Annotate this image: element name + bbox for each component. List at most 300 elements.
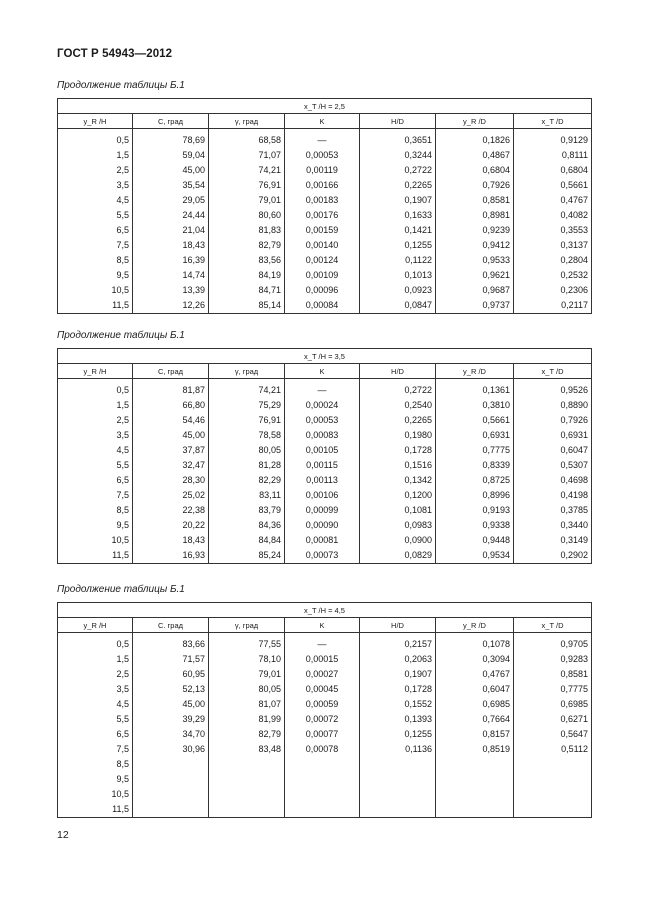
table-row xyxy=(58,633,592,653)
table-cell: 0,1728 xyxy=(360,682,436,697)
table-cell: 0,00115 xyxy=(285,458,360,473)
table-cell: 76,91 xyxy=(209,413,285,428)
table-cell: 0,2265 xyxy=(360,178,436,193)
table-cell: 0,0900 xyxy=(360,533,436,548)
table-cell: 0,6985 xyxy=(436,697,514,712)
column-header: y_R /D xyxy=(436,364,514,379)
table-row xyxy=(58,503,592,518)
table-cell: 0,00053 xyxy=(285,413,360,428)
table-cell xyxy=(133,787,209,802)
table-cell: 0,4198 xyxy=(514,488,592,503)
table-cell: 0,9129 xyxy=(514,129,592,149)
table-cell: 76,91 xyxy=(209,178,285,193)
column-header: y_R /H xyxy=(58,114,133,129)
table-row xyxy=(58,697,592,712)
table-cell: 0,7775 xyxy=(436,443,514,458)
table-cell: 0,00124 xyxy=(285,253,360,268)
column-header: y_R /D xyxy=(436,618,514,633)
table-cell: 18,43 xyxy=(133,238,209,253)
table-cell: 0,7926 xyxy=(514,413,592,428)
table-cell: 8,5 xyxy=(58,757,133,772)
table-cell xyxy=(133,757,209,772)
table-caption-2: Продолжение таблицы Б.1 xyxy=(57,330,185,341)
table-cell: 83,11 xyxy=(209,488,285,503)
table-row xyxy=(58,488,592,503)
table-cell xyxy=(209,757,285,772)
table-row xyxy=(58,238,592,253)
table-cell xyxy=(285,757,360,772)
table-cell: 6,5 xyxy=(58,223,133,238)
table-row xyxy=(58,223,592,238)
table-cell: 0,00166 xyxy=(285,178,360,193)
column-header: γ, град xyxy=(209,364,285,379)
table-cell: 0,00109 xyxy=(285,268,360,283)
table-cell xyxy=(436,802,514,818)
table-cell: 11,5 xyxy=(58,802,133,818)
table-cell: 0,7664 xyxy=(436,712,514,727)
table-cell: 78,58 xyxy=(209,428,285,443)
table-cell: 0,00077 xyxy=(285,727,360,742)
table-row xyxy=(58,129,592,149)
table-cell: 0,00053 xyxy=(285,148,360,163)
table-cell: 0,00045 xyxy=(285,682,360,697)
table-cell: 0,1980 xyxy=(360,428,436,443)
table-cell xyxy=(209,802,285,818)
table-cell: 0,5661 xyxy=(436,413,514,428)
table-row xyxy=(58,458,592,473)
table-cell: 0,8111 xyxy=(514,148,592,163)
table-cell: 0,2540 xyxy=(360,398,436,413)
table-cell: 35,54 xyxy=(133,178,209,193)
table-cell: 79,01 xyxy=(209,667,285,682)
table-cell: 18,43 xyxy=(133,533,209,548)
table-cell: 1,5 xyxy=(58,398,133,413)
table-cell: 0,00183 xyxy=(285,193,360,208)
table-cell: 52,13 xyxy=(133,682,209,697)
table-cell: 2,5 xyxy=(58,163,133,178)
table-cell: 0,8981 xyxy=(436,208,514,223)
table-cell: 0,7926 xyxy=(436,178,514,193)
table-cell: 0,3440 xyxy=(514,518,592,533)
column-header: γ, град xyxy=(209,114,285,129)
table-cell: 11,5 xyxy=(58,298,133,314)
page-number: 12 xyxy=(57,829,69,841)
table-cell: 60,95 xyxy=(133,667,209,682)
table-cell: 0,2722 xyxy=(360,379,436,399)
column-header: H/D xyxy=(360,364,436,379)
column-header: x_T /D xyxy=(514,364,592,379)
table-cell: 0,00024 xyxy=(285,398,360,413)
table-cell: 0,8725 xyxy=(436,473,514,488)
column-header: γ, град xyxy=(209,618,285,633)
table-cell: 81,28 xyxy=(209,458,285,473)
table-cell: 0,9533 xyxy=(436,253,514,268)
table-cell xyxy=(133,802,209,818)
table-cell: 0,1907 xyxy=(360,667,436,682)
table-row xyxy=(58,178,592,193)
table-cell: 2,5 xyxy=(58,667,133,682)
column-header: x_T /D xyxy=(514,114,592,129)
table-row xyxy=(58,398,592,413)
table-cell: 0,9193 xyxy=(436,503,514,518)
table-cell: 34,70 xyxy=(133,727,209,742)
table-cell: 0,1136 xyxy=(360,742,436,757)
table-cell: 0,0983 xyxy=(360,518,436,533)
table-row xyxy=(58,379,592,399)
table-cell: 81,87 xyxy=(133,379,209,399)
table-cell: 0,3137 xyxy=(514,238,592,253)
table-cell: 0,00059 xyxy=(285,697,360,712)
column-header: y_R /H xyxy=(58,618,133,633)
table-cell: 0,7775 xyxy=(514,682,592,697)
table-row xyxy=(58,548,592,564)
table-cell: 0,9412 xyxy=(436,238,514,253)
table-cell: — xyxy=(285,379,360,399)
table-cell: 0,5661 xyxy=(514,178,592,193)
table-cell: — xyxy=(285,633,360,653)
table-cell: 0,8996 xyxy=(436,488,514,503)
table-row xyxy=(58,682,592,697)
table-cell: 0,00015 xyxy=(285,652,360,667)
table-cell: 0,00099 xyxy=(285,503,360,518)
table-cell: 0,9448 xyxy=(436,533,514,548)
table-cell: 0,2063 xyxy=(360,652,436,667)
table-cell: 0,8581 xyxy=(514,667,592,682)
table-cell: 0,6804 xyxy=(436,163,514,178)
table-cell: 0,3094 xyxy=(436,652,514,667)
table-cell: 0,00078 xyxy=(285,742,360,757)
table-row xyxy=(58,772,592,787)
table-cell: 14,74 xyxy=(133,268,209,283)
table-cell: 0,1516 xyxy=(360,458,436,473)
table-cell: 29,05 xyxy=(133,193,209,208)
table-row xyxy=(58,667,592,682)
table-cell: 0,00081 xyxy=(285,533,360,548)
table-cell: 84,36 xyxy=(209,518,285,533)
table-row xyxy=(58,742,592,757)
table-cell: 82,79 xyxy=(209,727,285,742)
table-cell: 0,6271 xyxy=(514,712,592,727)
table-cell: 0,1552 xyxy=(360,697,436,712)
table-cell: 5,5 xyxy=(58,458,133,473)
table-cell: 0,9283 xyxy=(514,652,592,667)
parameter-header: x_T /H = 3,5 xyxy=(58,349,592,364)
table-cell: — xyxy=(285,129,360,149)
table-cell: 80,60 xyxy=(209,208,285,223)
table-cell: 83,48 xyxy=(209,742,285,757)
table-cell: 78,69 xyxy=(133,129,209,149)
table-cell: 0,9239 xyxy=(436,223,514,238)
table-cell: 0,5 xyxy=(58,129,133,149)
table-cell: 0,00083 xyxy=(285,428,360,443)
table-cell: 45,00 xyxy=(133,697,209,712)
table-cell xyxy=(133,772,209,787)
table-row xyxy=(58,193,592,208)
table-cell xyxy=(514,802,592,818)
table-cell: 0,3244 xyxy=(360,148,436,163)
table-row xyxy=(58,652,592,667)
table-cell: 0,2804 xyxy=(514,253,592,268)
table-cell: 0,4767 xyxy=(436,667,514,682)
table-cell: 0,1342 xyxy=(360,473,436,488)
table-row xyxy=(58,518,592,533)
table-cell: 6,5 xyxy=(58,473,133,488)
table-cell: 0,4698 xyxy=(514,473,592,488)
table-cell: 0,6931 xyxy=(436,428,514,443)
table-cell: 9,5 xyxy=(58,772,133,787)
table-cell: 0,00176 xyxy=(285,208,360,223)
table-cell: 28,30 xyxy=(133,473,209,488)
table-cell: 10,5 xyxy=(58,787,133,802)
table-cell: 0,5 xyxy=(58,379,133,399)
table-cell: 10,5 xyxy=(58,283,133,298)
table-cell: 0,8890 xyxy=(514,398,592,413)
table-cell: 0,1907 xyxy=(360,193,436,208)
table-cell: 0,00159 xyxy=(285,223,360,238)
table-cell: 79,01 xyxy=(209,193,285,208)
table-cell: 0,00096 xyxy=(285,283,360,298)
table-cell: 39,29 xyxy=(133,712,209,727)
column-header: H/D xyxy=(360,114,436,129)
table-cell: 0,6047 xyxy=(514,443,592,458)
table-row xyxy=(58,787,592,802)
column-header: K xyxy=(285,364,360,379)
table-cell: 0,6047 xyxy=(436,682,514,697)
table-cell: 0,5 xyxy=(58,633,133,653)
table-cell: 9,5 xyxy=(58,268,133,283)
table-cell: 0,2265 xyxy=(360,413,436,428)
table-cell: 85,14 xyxy=(209,298,285,314)
table-cell: 0,8339 xyxy=(436,458,514,473)
table-cell: 0,9705 xyxy=(514,633,592,653)
table-row xyxy=(58,428,592,443)
table-cell: 0,00090 xyxy=(285,518,360,533)
table-cell: 71,07 xyxy=(209,148,285,163)
table-cell: 0,00072 xyxy=(285,712,360,727)
table-cell: 1,5 xyxy=(58,652,133,667)
table-cell: 0,00113 xyxy=(285,473,360,488)
table-cell: 0,00105 xyxy=(285,443,360,458)
table-cell: 20,22 xyxy=(133,518,209,533)
table-row xyxy=(58,253,592,268)
table-row xyxy=(58,413,592,428)
table-cell: 59,04 xyxy=(133,148,209,163)
table-cell: 0,2722 xyxy=(360,163,436,178)
table-row xyxy=(58,268,592,283)
table-caption-1: Продолжение таблицы Б.1 xyxy=(57,80,185,91)
column-header: y_R /D xyxy=(436,114,514,129)
table-cell: 0,9534 xyxy=(436,548,514,564)
table-cell xyxy=(209,787,285,802)
table-cell: 0,1361 xyxy=(436,379,514,399)
table-cell: 16,39 xyxy=(133,253,209,268)
table-cell: 0,3810 xyxy=(436,398,514,413)
table-cell: 0,6804 xyxy=(514,163,592,178)
table-cell: 0,1255 xyxy=(360,238,436,253)
table-cell: 32,47 xyxy=(133,458,209,473)
table-row xyxy=(58,727,592,742)
table-cell: 81,07 xyxy=(209,697,285,712)
table-cell: 0,1122 xyxy=(360,253,436,268)
table-cell: 75,29 xyxy=(209,398,285,413)
table-row xyxy=(58,298,592,314)
table-cell xyxy=(360,787,436,802)
table-cell: 13,39 xyxy=(133,283,209,298)
table-cell: 0,8581 xyxy=(436,193,514,208)
table-cell: 11,5 xyxy=(58,548,133,564)
table-cell: 37,87 xyxy=(133,443,209,458)
table-row xyxy=(58,802,592,818)
table-cell: 7,5 xyxy=(58,742,133,757)
table-cell: 0,1081 xyxy=(360,503,436,518)
table-cell: 0,3785 xyxy=(514,503,592,518)
column-header: C. град xyxy=(133,618,209,633)
table-cell: 0,3553 xyxy=(514,223,592,238)
table-cell: 81,83 xyxy=(209,223,285,238)
table-cell: 4,5 xyxy=(58,193,133,208)
table-cell: 0,00027 xyxy=(285,667,360,682)
table-cell: 45,00 xyxy=(133,163,209,178)
table-cell: 68,58 xyxy=(209,129,285,149)
parameter-header: x_T /H = 4,5 xyxy=(58,603,592,618)
table-cell xyxy=(514,757,592,772)
column-header: x_T /D xyxy=(514,618,592,633)
table-cell: 10,5 xyxy=(58,533,133,548)
table-cell: 71,57 xyxy=(133,652,209,667)
table-cell: 0,4867 xyxy=(436,148,514,163)
table-row xyxy=(58,148,592,163)
table-cell xyxy=(436,787,514,802)
table-cell xyxy=(360,802,436,818)
column-header: K xyxy=(285,618,360,633)
data-table-1 xyxy=(57,98,592,314)
table-cell: 0,1633 xyxy=(360,208,436,223)
table-cell: 0,6985 xyxy=(514,697,592,712)
table-cell xyxy=(360,757,436,772)
table-cell: 7,5 xyxy=(58,488,133,503)
table-cell: 0,5112 xyxy=(514,742,592,757)
table-cell: 85,24 xyxy=(209,548,285,564)
table-cell: 78,10 xyxy=(209,652,285,667)
table-cell: 81,99 xyxy=(209,712,285,727)
column-header: y_R /H xyxy=(58,364,133,379)
table-row xyxy=(58,757,592,772)
table-cell: 0,3149 xyxy=(514,533,592,548)
table-cell: 24,44 xyxy=(133,208,209,223)
table-cell: 0,1826 xyxy=(436,129,514,149)
table-cell xyxy=(360,772,436,787)
table-cell: 3,5 xyxy=(58,178,133,193)
table-cell: 0,9737 xyxy=(436,298,514,314)
table-cell: 5,5 xyxy=(58,712,133,727)
table-cell: 0,8519 xyxy=(436,742,514,757)
table-cell: 0,1393 xyxy=(360,712,436,727)
table-cell xyxy=(285,772,360,787)
table-row xyxy=(58,473,592,488)
table-cell xyxy=(285,802,360,818)
table-cell: 66,80 xyxy=(133,398,209,413)
table-cell xyxy=(436,757,514,772)
table-cell: 3,5 xyxy=(58,428,133,443)
table-row xyxy=(58,712,592,727)
table-row xyxy=(58,208,592,223)
table-cell: 0,00084 xyxy=(285,298,360,314)
table-cell: 1,5 xyxy=(58,148,133,163)
table-caption-3: Продолжение таблицы Б.1 xyxy=(57,584,185,595)
table-cell: 2,5 xyxy=(58,413,133,428)
table-cell: 80,05 xyxy=(209,682,285,697)
table-cell xyxy=(436,772,514,787)
table-cell: 0,1728 xyxy=(360,443,436,458)
table-cell: 0,00073 xyxy=(285,548,360,564)
table-cell xyxy=(514,787,592,802)
table-cell xyxy=(514,772,592,787)
table-row xyxy=(58,443,592,458)
table-cell: 0,1200 xyxy=(360,488,436,503)
column-header: H/D xyxy=(360,618,436,633)
table-cell: 16,93 xyxy=(133,548,209,564)
table-row xyxy=(58,533,592,548)
table-cell: 0,1421 xyxy=(360,223,436,238)
column-header: C, град xyxy=(133,364,209,379)
table-cell: 0,6931 xyxy=(514,428,592,443)
table-row xyxy=(58,283,592,298)
table-cell: 84,84 xyxy=(209,533,285,548)
table-cell: 0,00106 xyxy=(285,488,360,503)
table-cell: 84,71 xyxy=(209,283,285,298)
table-cell: 74,21 xyxy=(209,163,285,178)
table-cell: 0,5647 xyxy=(514,727,592,742)
table-cell: 0,5307 xyxy=(514,458,592,473)
table-cell: 8,5 xyxy=(58,503,133,518)
table-cell: 0,0923 xyxy=(360,283,436,298)
table-cell: 0,0847 xyxy=(360,298,436,314)
table-cell: 0,00140 xyxy=(285,238,360,253)
table-cell: 82,79 xyxy=(209,238,285,253)
table-cell: 77,55 xyxy=(209,633,285,653)
table-cell: 84,19 xyxy=(209,268,285,283)
table-cell: 0,2157 xyxy=(360,633,436,653)
table-cell: 4,5 xyxy=(58,443,133,458)
table-cell: 21,04 xyxy=(133,223,209,238)
table-cell: 22,38 xyxy=(133,503,209,518)
table-cell: 0,2532 xyxy=(514,268,592,283)
document-header: ГОСТ Р 54943—2012 xyxy=(57,48,173,60)
table-cell: 3,5 xyxy=(58,682,133,697)
table-cell: 25,02 xyxy=(133,488,209,503)
table-cell: 0,2306 xyxy=(514,283,592,298)
table-cell: 12,26 xyxy=(133,298,209,314)
table-cell: 0,1255 xyxy=(360,727,436,742)
column-header: K xyxy=(285,114,360,129)
table-cell: 0,2902 xyxy=(514,548,592,564)
table-cell: 0,9338 xyxy=(436,518,514,533)
table-cell: 54,46 xyxy=(133,413,209,428)
table-cell: 83,66 xyxy=(133,633,209,653)
table-cell: 5,5 xyxy=(58,208,133,223)
parameter-header: x_T /H = 2,5 xyxy=(58,99,592,114)
table-cell: 0,4082 xyxy=(514,208,592,223)
table-cell: 0,1078 xyxy=(436,633,514,653)
table-cell: 80,05 xyxy=(209,443,285,458)
table-cell: 6,5 xyxy=(58,727,133,742)
table-cell xyxy=(285,787,360,802)
table-cell: 82,29 xyxy=(209,473,285,488)
table-cell: 9,5 xyxy=(58,518,133,533)
data-table-3 xyxy=(57,602,592,818)
table-cell: 74,21 xyxy=(209,379,285,399)
table-cell: 0,9621 xyxy=(436,268,514,283)
